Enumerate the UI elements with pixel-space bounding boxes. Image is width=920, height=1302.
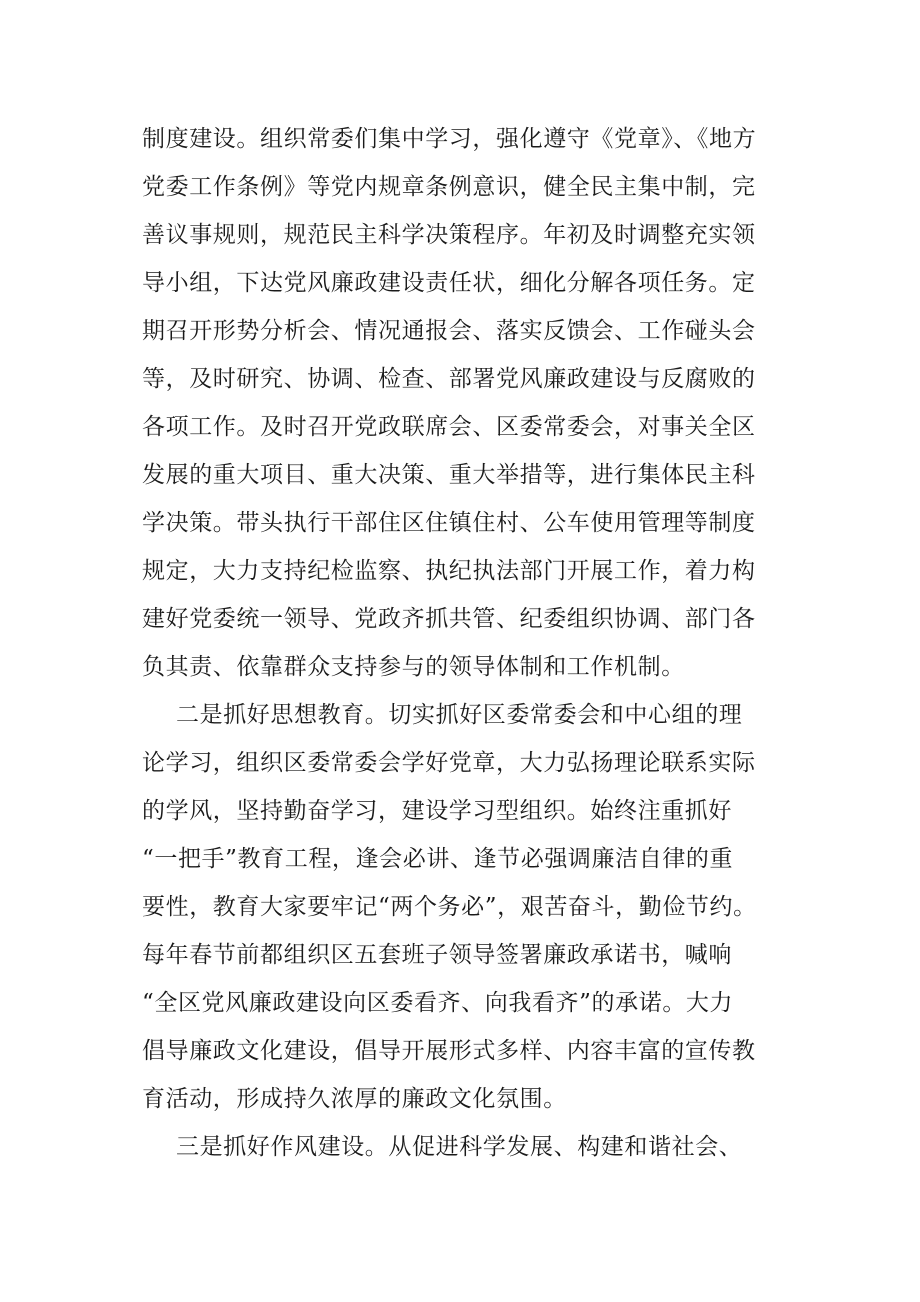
text-line: 党委工作条例》等党内规章条例意识，健全民主集中制，完 [142, 174, 756, 200]
text-line: “全区党风廉政建设向区委看齐、向我看齐”的承诺。大力 [142, 990, 734, 1016]
text-line: 期召开形势分析会、情况通报会、落实反馈会、工作碰头会 [142, 318, 756, 344]
paragraph-start-line: 三是抓好作风建设。从促进科学发展、构建和谐社会、 [176, 1134, 743, 1160]
text-line: 发展的重大项目、重大决策、重大举措等，进行集体民主科 [142, 462, 756, 488]
text-line: 各项工作。及时召开党政联席会、区委常委会，对事关全区 [142, 414, 756, 440]
text-line: 要性，教育大家要牢记“两个务必”，艰苦奋斗，勤俭节约。 [142, 894, 757, 920]
text-line: 每年春节前都组织区五套班子领导签署廉政承诺书，喊响 [142, 942, 732, 968]
text-line: “一把手”教育工程，逢会必讲、逢节必强调廉洁自律的重 [142, 846, 734, 872]
text-line: 学决策。带头执行干部住区住镇住村、公车使用管理等制度 [142, 510, 756, 536]
text-line: 负其责、依靠群众支持参与的领导体制和工作机制。 [142, 654, 685, 680]
paragraph-start-line: 二是抓好思想教育。切实抓好区委常委会和中心组的理 [176, 702, 743, 728]
text-line: 的学风，坚持勤奋学习，建设学习型组织。始终注重抓好 [142, 798, 732, 824]
text-line: 建好党委统一领导、党政齐抓共管、纪委组织协调、部门各 [142, 606, 756, 632]
text-line: 育活动，形成持久浓厚的廉政文化氛围。 [142, 1086, 567, 1112]
text-line: 规定，大力支持纪检监察、执纪执法部门开展工作，着力构 [142, 558, 756, 584]
text-line: 倡导廉政文化建设，倡导开展形式多样、内容丰富的宣传教 [142, 1038, 756, 1064]
text-line: 导小组，下达党风廉政建设责任状，细化分解各项任务。定 [142, 270, 756, 296]
text-line: 善议事规则，规范民主科学决策程序。年初及时调整充实领 [142, 222, 756, 248]
text-line: 等，及时研究、协调、检查、部署党风廉政建设与反腐败的 [142, 366, 756, 392]
text-line: 论学习，组织区委常委会学好党章，大力弘扬理论联系实际 [142, 750, 756, 776]
text-line: 制度建设。组织常委们集中学习，强化遵守《党章》、《地方 [142, 126, 757, 152]
